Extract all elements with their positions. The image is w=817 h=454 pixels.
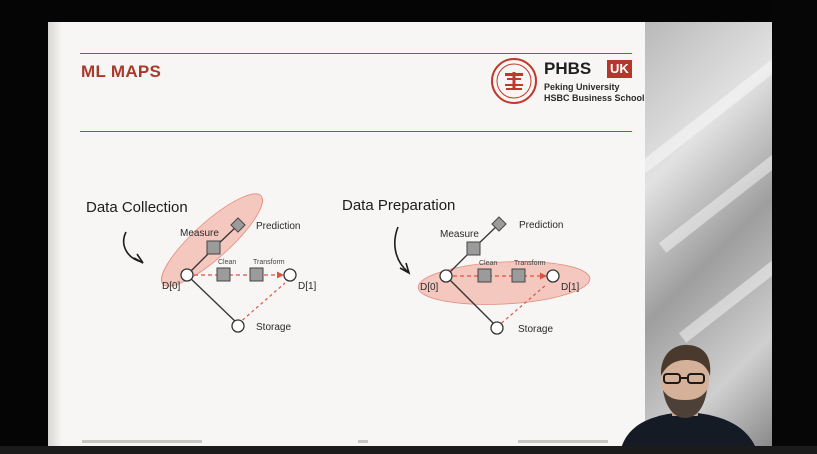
- ml-maps-diagram: [48, 22, 645, 446]
- video-bottom-bar: [0, 446, 817, 454]
- slide-title: ML MAPS: [81, 62, 162, 81]
- measure-box-left: [207, 241, 220, 254]
- node-d0-right: [440, 270, 452, 282]
- prediction-label-right: Prediction: [519, 220, 564, 231]
- node-storage-left: [232, 320, 244, 332]
- transform-box-left: [250, 268, 263, 281]
- measure-label-left: Measure: [180, 228, 219, 239]
- logo-subtitle-line1: Peking University: [544, 82, 620, 92]
- logo-name: PHBS: [544, 59, 592, 78]
- clean-box-left: [217, 268, 230, 281]
- d0-label-right: D[0]: [420, 282, 439, 293]
- slide-footer-right: [518, 440, 608, 443]
- slide-footer-left: [82, 440, 202, 443]
- presenter-webcam-icon: [600, 338, 775, 454]
- measure-label-right: Measure: [440, 229, 479, 240]
- d0-label-left: D[0]: [162, 281, 181, 292]
- clean-box-right: [478, 269, 491, 282]
- data-preparation-title: Data Preparation: [342, 197, 456, 214]
- node-d0-left: [181, 269, 193, 281]
- logo-badge: UK: [607, 60, 632, 78]
- transform-label-right: Transform: [514, 260, 546, 267]
- video-right-border: [772, 0, 817, 454]
- storage-label-left: Storage: [256, 322, 292, 333]
- node-d1-right: [547, 270, 559, 282]
- slide-footer-page: [358, 440, 368, 443]
- node-storage-right: [491, 322, 503, 334]
- data-preparation-diagram: [342, 197, 591, 335]
- data-collection-title: Data Collection: [86, 199, 188, 216]
- prediction-label-left: Prediction: [256, 221, 301, 232]
- d1-label-left: D[1]: [298, 281, 317, 292]
- presentation-slide: [48, 22, 645, 446]
- transform-label-left: Transform: [253, 259, 285, 266]
- transform-box-right: [512, 269, 525, 282]
- logo-subtitle-line2: HSBC Business School: [544, 93, 645, 103]
- data-collection-diagram: [86, 182, 317, 333]
- storage-label-right: Storage: [518, 324, 554, 335]
- clean-label-left: Clean: [218, 259, 237, 266]
- node-d1-left: [284, 269, 296, 281]
- clean-label-right: Clean: [479, 260, 498, 267]
- d1-label-right: D[1]: [561, 282, 580, 293]
- measure-box-right: [467, 242, 480, 255]
